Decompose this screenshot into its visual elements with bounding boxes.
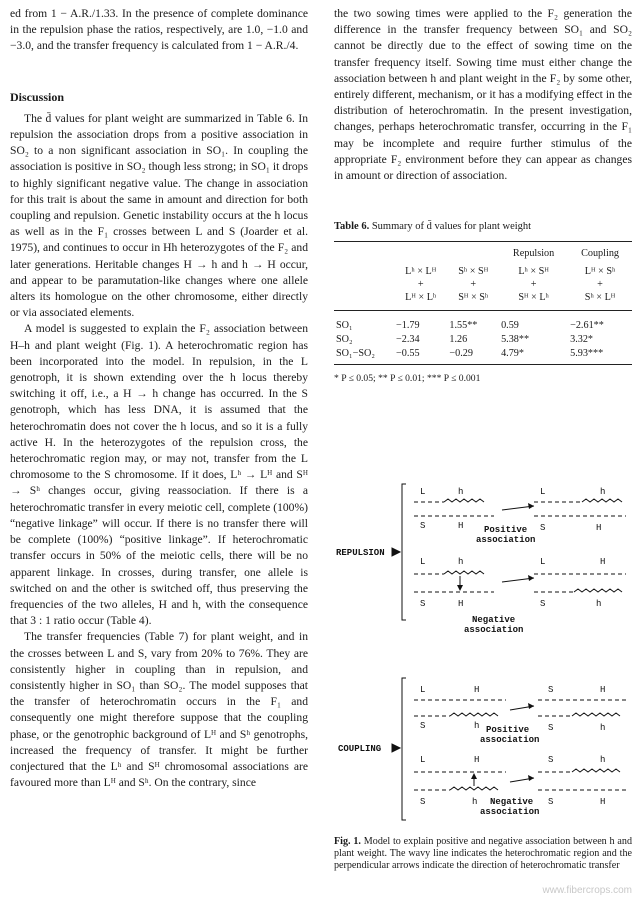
table6-caption-text: Summary of d̄ values for plant weight <box>371 221 532 233</box>
table6-cross-header: Lʰ × Lᴴ + Lᴴ × Lʰ <box>394 265 447 311</box>
right-top-paragraph: the two sowing times were applied to the F₂ generation the difference in the transfer frequency between SO₁ and SO₂ cannot be directly due to the effect of sowing time on the transfer frequency itself. Sowing time must either change the association between h and plant weight in the F₂ by some other, entirely different, mechanism, or it has a modifying effect in the distribution of heterochromatin. In the present investigation, changes, perhaps heterochromatic transfer, occurring in the F₁ may be incomplete and require further stimulus of the appropriate F₂ environment before they can appear as changes in amount or direction of association. <box>334 7 632 183</box>
heterochromatin-wavy-line <box>582 499 622 502</box>
left-column <box>10 6 308 791</box>
svg-text:S: S <box>420 521 426 531</box>
table6-cross-header: Lʰ × Sᴴ + Sᴴ × Lʰ <box>499 265 568 311</box>
svg-text:h: h <box>600 723 606 733</box>
svg-text:association: association <box>480 807 540 817</box>
svg-text:S: S <box>540 523 546 533</box>
coupling-panel <box>338 678 626 820</box>
negative-association-label: Negative <box>472 615 516 625</box>
svg-text:L: L <box>420 685 426 695</box>
svg-text:S: S <box>548 797 554 807</box>
svg-text:S: S <box>420 797 426 807</box>
table-row: SO₁−SO₂ −0.55 −0.29 4.79* 5.93*** <box>334 346 632 365</box>
svg-text:association: association <box>464 625 524 635</box>
svg-text:h: h <box>458 557 464 567</box>
discussion-paragraph-2: A model is suggested to explain the F₂ association between H–h and plant weight (Fig. 1). A heterochromatic region has been incorporated into the model. In repulsion, in the L genotroph, it is shown extending over the h locus thereby switching it off, i.e., a H → h change has occurred. In the S genotroph, which has less DNA, it is assumed that the heterochromatin does not cover the h locus, and so it is a fully active H. In the heterozygotes of the repulsion cross, the heterochromatic region may, or may not, transfer from the L chromosome to the S chromosome. If it does, Lʰ → Lᴴ and Sᴴ → Sʰ changes occur, giving reassociation. If there is a heterochromatic transfer in every meiotic cell, complete (100%) “negative linkage” will occur. If there is no transfer there will be complete (100%) “positive linkage”. If heterochromatic transfer occurs in 50% of the meiotic cells, there will be no apparent linkage. In crosses, during transfer, one allele is switched on and the other is switched off, thus preserving the frequencies of the two alleles, H and h, with the consequence that 3 : 1 ratio occur (Table 4). <box>10 322 308 628</box>
heterochromatin-wavy-line <box>450 713 498 716</box>
svg-text:S: S <box>540 599 546 609</box>
heterochromatin-wavy-line <box>444 499 484 502</box>
figure-1-diagram <box>334 470 632 830</box>
svg-text:h: h <box>474 721 480 731</box>
svg-text:S: S <box>420 721 426 731</box>
table6-caption <box>334 219 632 235</box>
svg-text:association: association <box>476 535 536 545</box>
discussion-paragraph-1: The d̄ values for plant weight are summarized in Table 6. In repulsion the association drops from a positive association in SO₂ to a non significant association in SO₁. In coupling the association is positive in SO₂ though less strong; in SO₁ it drops to highly significant negative value. The change in association for this trait is about the same in amount and direction for both coupling and repulsion. Genetic instability occurs at the h locus as well as in the F₁ crosses between L and S (Joarder et al. 1975), and continues to occur in Hh heterozygotes of the F₂ and later generations. Heritable changes H → h and h → H occur, and appear to be paramutation-like changes where one allele alters its homologue on the other chromosome, either directly or via associated elements. <box>10 111 308 320</box>
svg-text:L: L <box>420 755 426 765</box>
table6-footnote: * P ≤ 0.05; ** P ≤ 0.01; *** P ≤ 0.001 <box>334 373 481 385</box>
svg-text:H: H <box>600 557 606 567</box>
svg-text:S: S <box>420 599 426 609</box>
positive-association-label: Positive <box>484 525 528 535</box>
svg-text:h: h <box>600 755 606 765</box>
figure-caption-label: Fig. 1. <box>334 836 361 847</box>
coupling-pointer <box>392 744 400 752</box>
figure-1-caption <box>334 836 632 873</box>
svg-text:S: S <box>548 723 554 733</box>
svg-text:L: L <box>540 487 546 497</box>
right-column <box>334 6 632 388</box>
svg-text:L: L <box>540 557 546 567</box>
repulsion-bracket <box>402 484 406 620</box>
coupling-bracket <box>402 678 406 820</box>
heterochromatin-wavy-line <box>574 589 622 592</box>
repulsion-pointer <box>392 548 400 556</box>
svg-text:S: S <box>548 755 554 765</box>
svg-text:H: H <box>458 521 464 531</box>
svg-text:L: L <box>420 557 426 567</box>
positive-association-label: Positive <box>486 725 530 735</box>
figure-caption-text: Model to explain positive and negative association between h and plant weight. The wavy line indicates the heterochromatic region and the perpendicular arrows indicate the direction of heterochromatic transfer <box>334 836 633 872</box>
svg-text:h: h <box>458 487 464 497</box>
coupling-label: COUPLING <box>338 744 382 754</box>
table-row: SO₂ −2.34 1.26 5.38** 3.32* <box>336 334 594 346</box>
negative-association-label: Negative <box>490 797 534 807</box>
svg-text:h: h <box>596 599 602 609</box>
svg-text:association: association <box>480 735 540 745</box>
heterochromatin-wavy-line <box>444 571 484 574</box>
discussion-heading: Discussion <box>10 89 65 104</box>
svg-text:L: L <box>420 487 426 497</box>
svg-text:S: S <box>548 685 554 695</box>
table-row: SO₁ −1.79 1.55** 0.59 −2.61** <box>336 320 604 332</box>
svg-text:H: H <box>596 523 602 533</box>
table6-header-coupling: Coupling <box>568 242 632 266</box>
heterochromatin-wavy-line <box>572 769 620 772</box>
svg-text:h: h <box>600 487 606 497</box>
table6-caption-label: Table 6. <box>334 221 370 233</box>
left-top-paragraph: ed from 1 − A.R./1.33. In the presence of complete dominance in the repulsion phase the ratios, respectively, are 1.0, −1.0 and −3.0, and the transfer frequency is calculated from 1 − A.R./4. <box>10 7 308 53</box>
svg-text:H: H <box>600 685 606 695</box>
repulsion-panel <box>336 484 626 635</box>
svg-text:H: H <box>474 755 480 765</box>
discussion-paragraph-3: The transfer frequencies (Table 7) for plant weight, and in the crosses between L and S, vary from 20% to 76%. They are consistently higher in coupling than in repulsion, and consistently higher in SO₁ than SO₂. The model supposes that the transfer of heterochromatin occurs in the F₁ and consequently one might therefore suppose that the coupling phase, or the genotrophic background of Lᴴ and Sʰ genotrophs, increased the frequency of transfer. It might be further conjectured that the Lʰ and Sᴴ chromosomal associations are favoured more than Lᴴ and Sʰ. On the contrary, since <box>10 630 308 790</box>
table6-cross-header: Lᴴ × Sʰ + Sʰ × Lᴴ <box>568 265 632 311</box>
svg-text:h: h <box>472 797 478 807</box>
table6-cross-header: Sʰ × Sᴴ + Sᴴ × Sʰ <box>447 265 499 311</box>
table6 <box>334 241 632 365</box>
heterochromatin-wavy-line <box>572 713 620 716</box>
heterochromatin-wavy-line <box>450 787 498 790</box>
watermark: www.fibercrops.com <box>542 885 632 896</box>
svg-text:H: H <box>458 599 464 609</box>
svg-text:H: H <box>600 797 606 807</box>
svg-text:H: H <box>474 685 480 695</box>
repulsion-label: REPULSION <box>336 548 385 558</box>
table6-header-repulsion: Repulsion <box>499 242 568 266</box>
